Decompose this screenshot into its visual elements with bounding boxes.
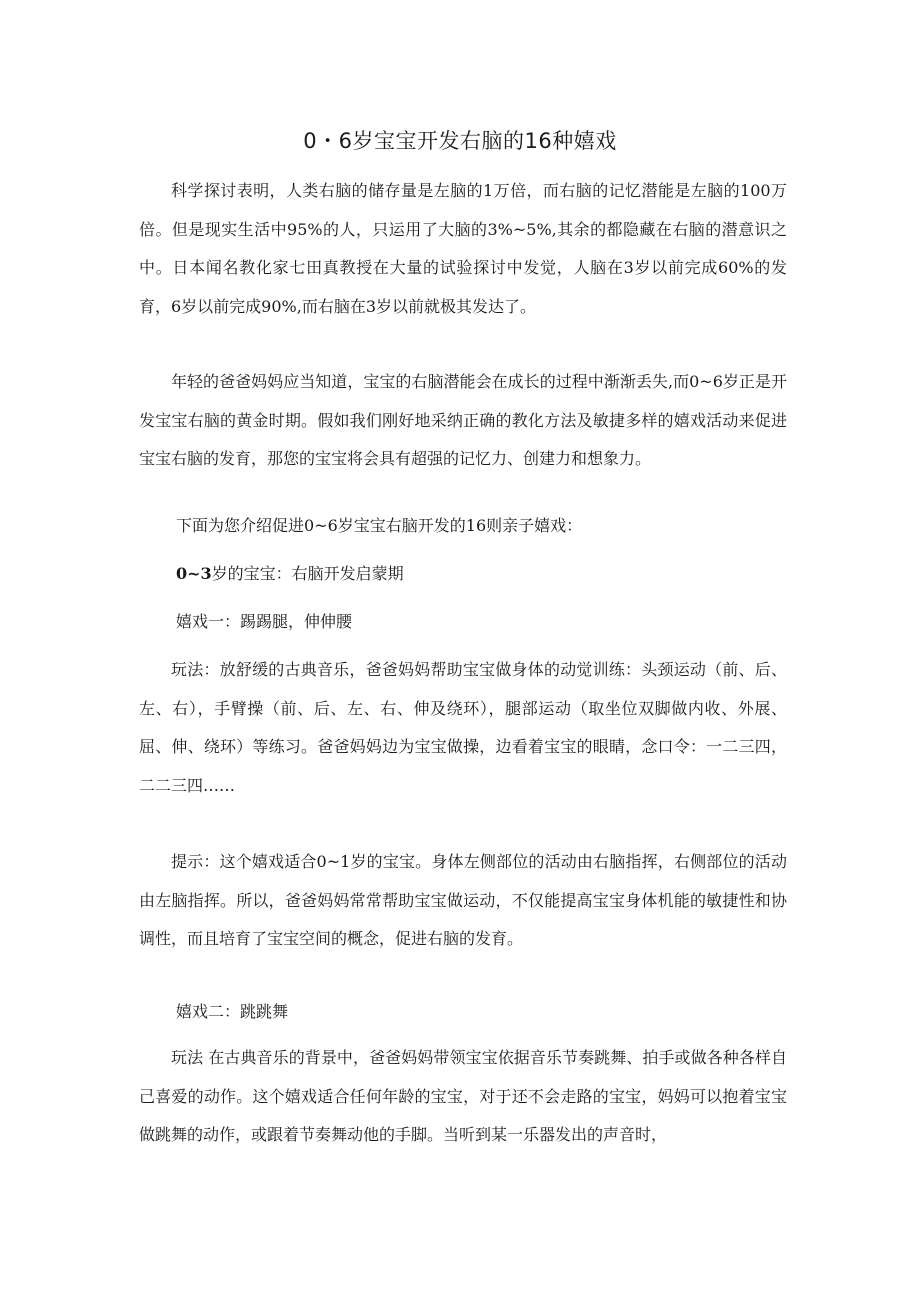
paragraph-parents: 年轻的爸爸妈妈应当知道，宝宝的右脑潜能会在成长的过程中渐渐丢失,而0~6岁正是开发宝宝右脑的黄金时期。假如我们刚好地采纳正确的教化方法及敏捷多样的嬉戏活动来促进宝宝右脑的发育，那您的宝宝将会具有超强的记忆力、创建力和想象力。 — [139, 372, 787, 468]
paragraph-intro: 科学探讨表明，人类右脑的储存量是左脑的1万倍，而右脑的记忆潜能是左脑的100万倍。但是现实生活中95%的人，只运用了大脑的3%~5%,其余的都隐藏在右脑的潜意识之中。日本闻名教化家七田真教授在大量的试验探讨中发觉，人脑在3岁以前完成60%的发育，6岁以前完成90%,而右脑在3岁以前就极其发达了。 — [139, 181, 787, 316]
game1-title: 嬉戏一：踢踢腿，伸伸腰 — [176, 612, 353, 631]
age-group-heading — [176, 555, 404, 593]
game2-play: 玩法 在古典音乐的背景中，爸爸妈妈带领宝宝依据音乐节奏跳舞、拍手或做各种各样自己喜爱的动作。这个嬉戏适合任何年龄的宝宝，对于还不会走路的宝宝，妈妈可以抱着宝宝做跳舞的动作，或跟着节奏舞动他的手脚。当听到某一乐器发出的声音时， — [139, 1048, 787, 1144]
document-title: 0・6岁宝宝开发右脑的16种嬉戏 — [303, 129, 617, 153]
game1-play: 玩法：放舒缓的古典音乐，爸爸妈妈帮助宝宝做身体的动觉训练：头颈运动（前、后、左、右），手臂操（前、后、左、右、伸及绕环），腿部运动（取坐位双脚做内收、外展、屈、伸、绕环）等练习。爸爸妈妈边为宝宝做操，边看着宝宝的眼睛，念口令：一二三四，二二三四…… — [139, 660, 787, 795]
age-group-heading-range: 0~3 — [176, 564, 212, 583]
game1-tip: 提示：这个嬉戏适合0~1岁的宝宝。身体左侧部位的活动由右脑指挥，右侧部位的活动由左脑指挥。所以，爸爸妈妈常常帮助宝宝做运动，不仅能提高宝宝身体机能的敏捷性和协调性，而且培育了宝宝空间的概念，促进右脑的发育。 — [139, 852, 787, 948]
paragraph-list-intro: 下面为您介绍促进0~6岁宝宝右脑开发的16则亲子嬉戏： — [176, 516, 583, 535]
age-group-heading-text: 岁的宝宝：右脑开发启蒙期 — [211, 564, 404, 583]
game2-title: 嬉戏二：跳跳舞 — [176, 1002, 289, 1021]
